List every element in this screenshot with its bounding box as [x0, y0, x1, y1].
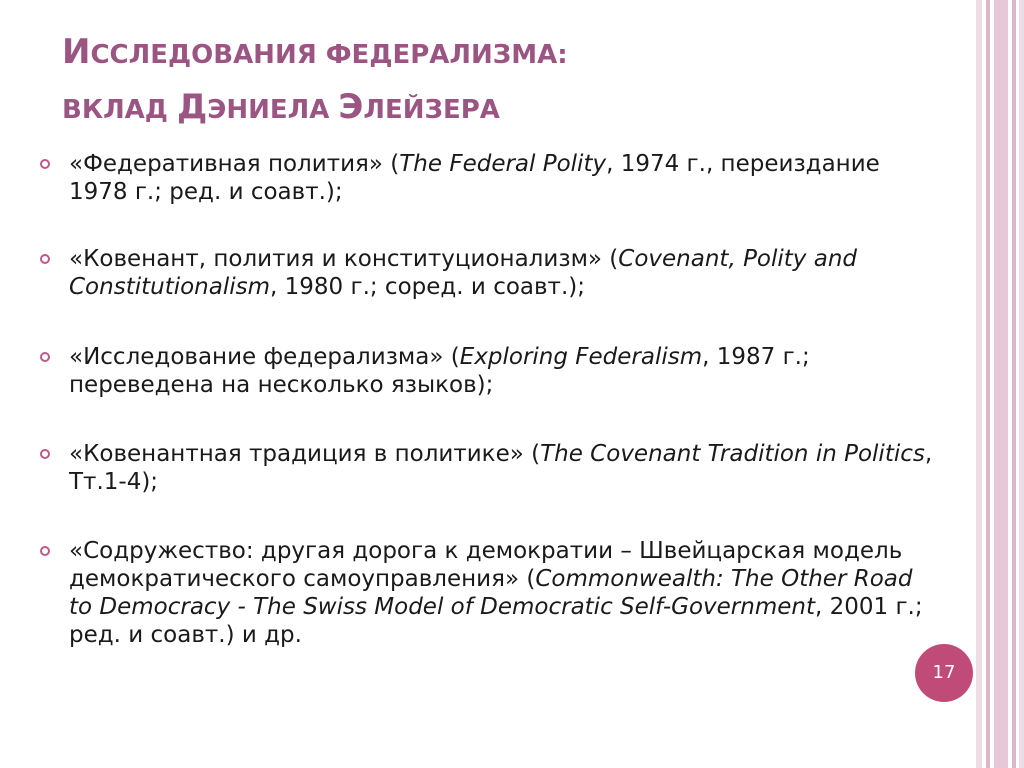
- title-initial: Д: [177, 87, 208, 127]
- item-italic-title: The Covenant Tradition in Politics: [540, 441, 925, 467]
- ring-bullet-icon: [40, 546, 50, 556]
- list-item: [40, 150, 940, 206]
- item-text: , Тт.1-4);: [69, 441, 933, 495]
- item-text: , 1987 г.; переведена на несколько языков);: [69, 344, 810, 398]
- item-text: , 1980 г.; соред. и соавт.);: [270, 274, 585, 300]
- title-text: ССЛЕДОВАНИЯ ФЕДЕРАЛИЗМА:: [90, 40, 568, 70]
- title-initial: Э: [338, 87, 364, 127]
- item-text: , 2001 г.; ред. и соавт.) и др.: [69, 594, 923, 648]
- item-text: «Ковенант, полития и конституционализм» (: [69, 246, 619, 272]
- list-item: [40, 343, 940, 399]
- stripe: [1019, 0, 1024, 768]
- page-number-badge: 17: [915, 644, 973, 702]
- stripe: [994, 0, 1008, 768]
- ring-bullet-icon: [40, 449, 50, 459]
- bullet-list: [40, 150, 940, 649]
- list-item: [40, 537, 940, 649]
- slide-title: [62, 26, 962, 136]
- title-text: ЭНИЕЛА: [207, 95, 339, 125]
- item-text: «Содружество: другая дорога к демократии – Швейцарская модель демократического самоуправления» (: [69, 538, 903, 592]
- title-text: ВКЛАД: [62, 95, 177, 125]
- ring-bullet-icon: [40, 352, 50, 362]
- item-italic-title: Covenant, Polity and Constitutionalism: [69, 246, 857, 300]
- stripe: [1012, 0, 1016, 768]
- list-item: [40, 440, 940, 496]
- item-italic-title: Exploring Federalism: [459, 344, 703, 370]
- item-italic-title: Commonwealth: The Other Road to Democracy - The Swiss Model of Democratic Self-Government: [69, 566, 913, 620]
- ring-bullet-icon: [40, 159, 50, 169]
- title-text: ЛЕЙЗЕРА: [363, 95, 500, 125]
- title-line-1: [62, 26, 962, 81]
- item-text: «Федеративная полития» (: [69, 151, 400, 177]
- item-text: «Ковенантная традиция в политике» (: [69, 441, 541, 467]
- stripe: [976, 0, 982, 768]
- title-line-2: [62, 81, 962, 136]
- decorative-stripes: [976, 0, 1024, 768]
- stripe: [986, 0, 990, 768]
- ring-bullet-icon: [40, 254, 50, 264]
- title-initial: И: [62, 32, 91, 72]
- item-text: «Исследование федерализма» (: [69, 344, 460, 370]
- item-text: , 1974 г., переиздание 1978 г.; ред. и соавт.);: [69, 151, 880, 205]
- item-italic-title: The Federal Polity: [399, 151, 607, 177]
- list-item: [40, 245, 940, 301]
